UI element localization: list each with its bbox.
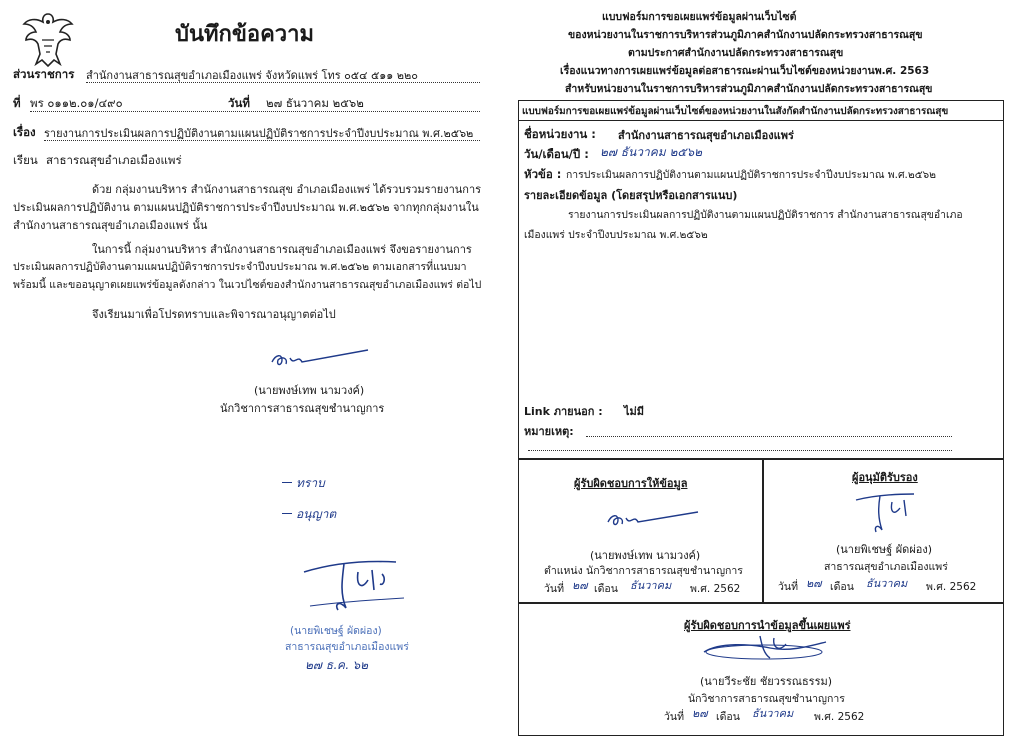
remark-dotted-line-2	[528, 450, 952, 451]
signature-section-middle	[518, 602, 1004, 604]
resp-year-label: พ.ศ. 2562	[690, 583, 741, 595]
form-header-line2: ของหน่วยงานในราชการบริหารส่วนภูมิภาคสำนักงานปลัดกระทรวงสาธารณสุข	[568, 29, 923, 41]
upload-month-label: เดือน	[716, 711, 740, 723]
upload-signature-image	[700, 632, 830, 664]
date-label-form: วัน/เดือน/ปี :	[524, 147, 589, 161]
appr-name: (นายพิเชษฐ์ ผัดผ่อง)	[836, 543, 933, 556]
closing-text: จึงเรียนมาเพื่อโปรดทราบและพิจารณาอนุญาตต่อไป	[92, 308, 336, 321]
detail-line2: เมืองแพร่ ประจำปีงบประมาณ พ.ศ.๒๕๖๒	[524, 229, 708, 241]
handwritten-note-acknowledged: ทราบ	[296, 476, 325, 490]
resp-date-label: วันที่	[544, 583, 564, 595]
handwritten-dash	[282, 482, 292, 483]
form-header-line5: สำหรับหน่วยงานในราชการบริหารส่วนภูมิภาคสำนักงานปลัดกระทรวงสาธารณสุข	[565, 83, 933, 95]
memo-title: บันทึกข้อความ	[175, 22, 315, 47]
para1-line2: ประเมินผลการปฏิบัติงาน ตามแผนปฏิบัติราชการประจำปีงบประมาณ พ.ศ.๒๕๖๒ จากทุกกลุ่มงานใน	[13, 201, 479, 214]
form-header-line1: แบบฟอร์มการขอเผยแพร่ข้อมูลผ่านเว็บไซต์	[602, 11, 797, 23]
resp-title: ผู้รับผิดชอบการให้ข้อมูล	[574, 477, 688, 490]
remark-label: หมายเหตุ:	[524, 425, 574, 438]
appr-year-label: พ.ศ. 2562	[926, 581, 977, 593]
resp-position: ตำแหน่ง นักวิชาการสาธารณสุขชำนาญการ	[544, 565, 743, 577]
para2-line1: ในการนี้ กลุ่มงานบริหาร สำนักงานสาธารณสุขอำเภอเมืองแพร่ จึงขอรายงานการ	[92, 243, 472, 256]
form-title-divider	[518, 120, 1004, 121]
link-value: ไม่มี	[624, 405, 645, 418]
approver-stamp-date: ๒๗ ธ.ค. ๖๒	[305, 658, 369, 672]
para2-line2: ประเมินผลการปฏิบัติงานตามแผนปฏิบัติราชการประจำปีงบประมาณ พ.ศ.๒๕๖๒ ตามเอกสารที่แนบมา	[13, 261, 467, 273]
form-box-title: แบบฟอร์มการขอเผยแพร่ข้อมูลผ่านเว็บไซต์ของหน่วยงานในสังกัดสำนักงานปลัดกระทรวงสาธารณสุข	[522, 106, 949, 117]
signature-section-vertical	[762, 458, 764, 602]
signer-position: นักวิชาการสาธารณสุขชำนาญการ	[220, 402, 385, 415]
subject-dotted-line	[44, 140, 480, 141]
appr-month-label: เดือน	[830, 581, 854, 593]
resp-day: ๒๗	[572, 579, 588, 592]
appr-position: สาธารณสุขอำเภอเมืองแพร่	[824, 561, 948, 573]
approver-signature-image	[300, 550, 410, 614]
resp-name: (นายพงษ์เทพ นามวงค์)	[590, 549, 701, 562]
doc-dotted-line	[30, 111, 480, 112]
remark-dotted-line	[586, 436, 952, 437]
appr-signature-image	[852, 486, 922, 534]
doc-no-label: ที่	[13, 96, 21, 110]
unit-label: ชื่อหน่วยงาน :	[524, 127, 596, 141]
signer-name: (นายพงษ์เทพ นามวงค์)	[254, 384, 365, 397]
detail-label: รายละเอียดข้อมูล (โดยสรุปหรือเอกสารแนบ)	[524, 189, 738, 202]
detail-line1: รายงานการประเมินผลการปฏิบัติงานตามแผนปฏิบัติราชการ สำนักงานสาธารณสุขอำเภอ	[568, 209, 963, 221]
subject-label: เรื่อง	[13, 125, 36, 139]
date-value-form: ๒๗ ธันวาคม ๒๕๖๒	[600, 145, 703, 159]
upload-year-label: พ.ศ. 2562	[814, 711, 865, 723]
to-value: สาธารณสุขอำเภอเมืองแพร่	[46, 153, 182, 167]
signature-section-top	[518, 458, 1004, 460]
handwritten-note-approved: อนุญาต	[296, 507, 337, 521]
subject-value: รายงานการประเมินผลการปฏิบัติงานตามแผนปฏิบัติราชการประจำปีงบประมาณ พ.ศ.๒๕๖๒	[44, 127, 474, 140]
link-label: Link ภายนอก :	[524, 405, 603, 418]
upload-title: ผู้รับผิดชอบการนำข้อมูลขึ้นเผยแพร่	[684, 619, 851, 632]
resp-signature-image	[604, 508, 704, 530]
upload-date-label: วันที่	[664, 711, 684, 723]
topic-value: การประเมินผลการปฏิบัติงานตามแผนปฏิบัติราชการประจำปีงบประมาณ พ.ศ.๒๕๖๒	[566, 169, 937, 181]
para1-line3: สำนักงานสาธารณสุขอำเภอเมืองแพร่ นั้น	[13, 219, 208, 232]
date-label: วันที่	[228, 96, 250, 110]
unit-value: สำนักงานสาธารณสุขอำเภอเมืองแพร่	[618, 129, 794, 142]
form-header-line3: ตามประกาศสำนักงานปลัดกระทรวงสาธารณสุข	[628, 47, 844, 59]
date-value: ๒๗ ธันวาคม ๒๕๖๒	[266, 96, 364, 110]
upload-month: ธันวาคม	[752, 707, 794, 720]
upload-day: ๒๗	[692, 707, 708, 720]
resp-month: ธันวาคม	[630, 579, 672, 592]
upload-position: นักวิชาการสาธารณสุขชำนาญการ	[688, 693, 845, 705]
appr-date-label: วันที่	[778, 581, 798, 593]
agency-value: สำนักงานสาธารณสุขอำเภอเมืองแพร่ จังหวัดแพร่ โทร ๐๕๔ ๕๑๑ ๒๒๐	[86, 69, 418, 82]
form-header-line4: เรื่องแนวทางการเผยแพร่ข้อมูลต่อสาธารณะผ่านเว็บไซต์ของหน่วยงานพ.ศ. 2563	[560, 65, 930, 77]
doc-no-value: พร ๐๑๑๒.๐๑/๔๙๐	[30, 96, 123, 110]
appr-day: ๒๗	[806, 577, 822, 590]
agency-dotted-line	[86, 82, 480, 83]
para1-line1: ด้วย กลุ่มงานบริหาร สำนักงานสาธารณสุข อำเภอเมืองแพร่ ได้รวบรวมรายงานการ	[92, 183, 482, 196]
upload-name: (นายวีระชัย ชัยวรรณธรรม)	[700, 675, 833, 688]
approver-stamp-name: (นายพิเชษฐ์ ผัดผ่อง)	[290, 625, 382, 637]
topic-label: หัวข้อ :	[524, 167, 562, 181]
approver-stamp-position: สาธารณสุขอำเภอเมืองแพร่	[285, 641, 409, 653]
signature-image	[268, 346, 378, 372]
appr-title: ผู้อนุมัติรับรอง	[852, 471, 918, 484]
appr-month: ธันวาคม	[866, 577, 908, 590]
garuda-emblem-icon	[22, 10, 74, 68]
handwritten-dash	[282, 513, 292, 514]
agency-label: ส่วนราชการ	[13, 67, 75, 81]
to-label: เรียน	[13, 153, 38, 167]
para2-line3: พร้อมนี้ และขออนุญาตเผยแพร่ข้อมูลดังกล่าว ในเวปไซต์ของสำนักงานสาธารณสุขอำเภอเมืองแพร่ ต่อไป	[13, 279, 482, 291]
resp-month-label: เดือน	[594, 583, 618, 595]
